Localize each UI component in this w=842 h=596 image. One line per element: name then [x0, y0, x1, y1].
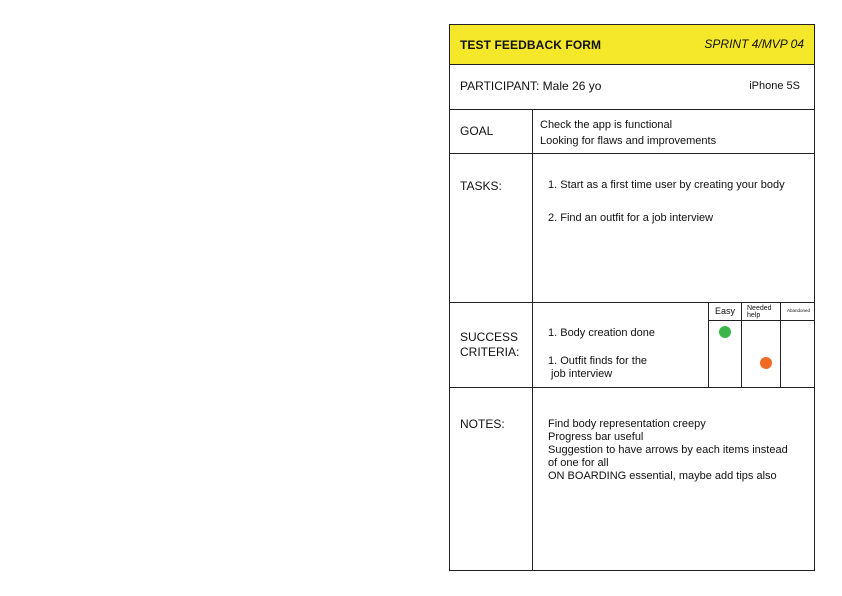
criterion-line: 1. Outfit finds for the	[548, 355, 648, 367]
column-easy-header: Easy	[714, 306, 735, 316]
criterion-line: job interview	[548, 368, 613, 380]
note-line: Suggestion to have arrows by each items instead	[548, 444, 788, 456]
participant-label: PARTICIPANT: Male 26 yo	[460, 79, 602, 93]
form-header	[450, 25, 814, 65]
success-label-line: SUCCESS	[460, 330, 519, 344]
rating-column-divider	[780, 303, 781, 387]
goal-line: Check the app is functional	[540, 119, 673, 131]
criterion-item: 1. Body creation done	[548, 327, 656, 339]
notes-row	[450, 388, 814, 572]
notes-label: NOTES:	[460, 417, 505, 431]
note-line: Find body representation creepy	[548, 418, 706, 430]
sprint-label: SPRINT 4/MVP 04	[704, 37, 804, 51]
needed-help-rating-dot	[760, 357, 772, 369]
note-line: ON BOARDING essential, maybe add tips also	[548, 470, 777, 482]
device-label: iPhone 5S	[749, 80, 800, 92]
tasks-label: TASKS:	[460, 179, 502, 193]
goal-row	[450, 110, 814, 154]
note-line: of one for all	[548, 457, 609, 469]
task-item: 1. Start as a first time user by creating your body	[548, 179, 785, 191]
criterion-item	[548, 355, 647, 381]
goal-text	[540, 117, 716, 149]
column-needed-help-header: Needed help	[747, 305, 772, 319]
form-title: TEST FEEDBACK FORM	[460, 38, 602, 52]
notes-text	[548, 418, 808, 483]
goal-label: GOAL	[460, 124, 494, 138]
success-label-line: CRITERIA:	[460, 345, 520, 359]
tasks-row	[450, 154, 814, 303]
participant-row	[450, 65, 814, 110]
note-line: Progress bar useful	[548, 431, 644, 443]
task-item: 2. Find an outfit for a job interview	[548, 212, 714, 224]
column-abandoned-header: Abandoned	[786, 308, 811, 313]
goal-line: Looking for flaws and improvements	[540, 135, 717, 147]
success-label	[460, 330, 519, 360]
rating-header-divider	[708, 320, 814, 321]
easy-rating-dot	[719, 326, 731, 338]
success-criteria-row	[450, 303, 814, 388]
test-feedback-form	[449, 24, 815, 571]
